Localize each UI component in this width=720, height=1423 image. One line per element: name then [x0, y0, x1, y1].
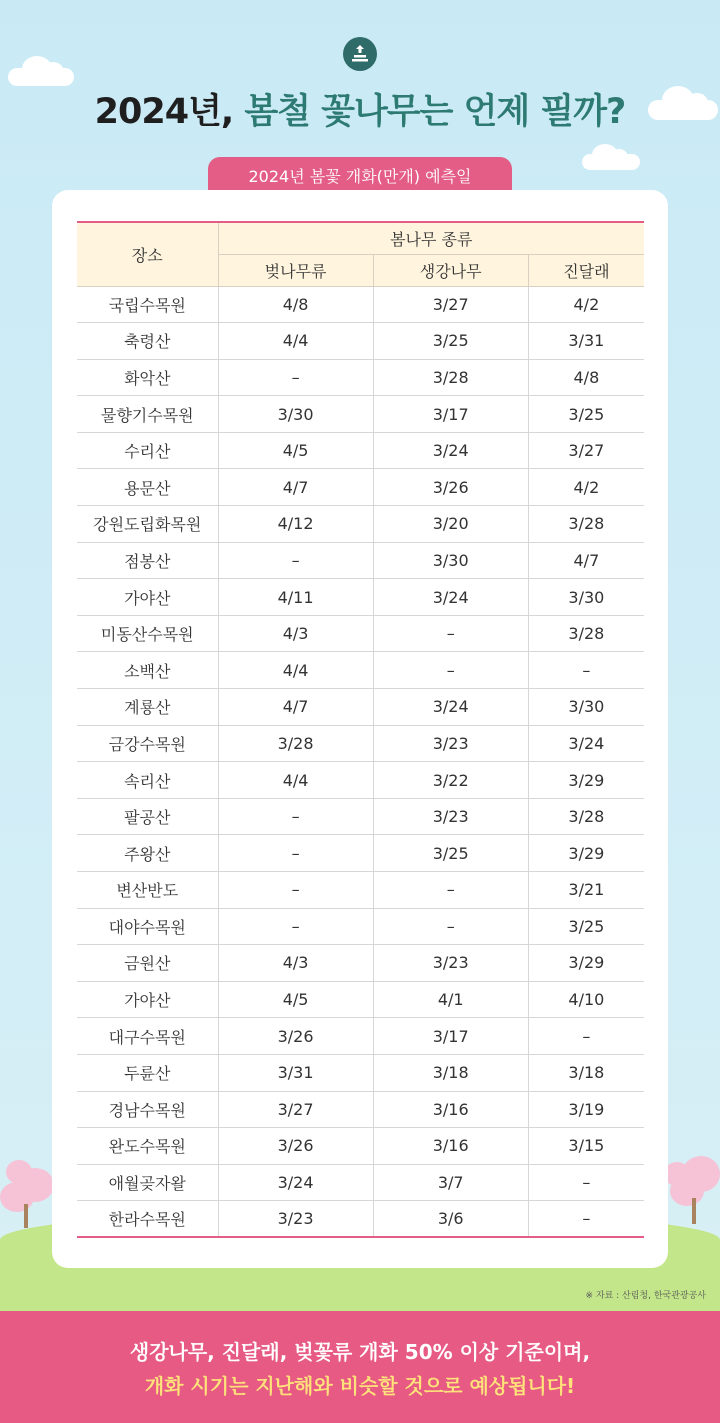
subtitle-tab: 2024년 봄꽃 개화(만개) 예측일 — [208, 157, 512, 193]
date-cell: 4/12 — [218, 506, 373, 543]
table-row — [77, 872, 644, 909]
date-cell: 3/23 — [373, 725, 528, 762]
date-cell: 3/22 — [373, 762, 528, 799]
date-cell: 3/28 — [218, 725, 373, 762]
footer-banner — [0, 1311, 720, 1423]
date-cell: 4/2 — [528, 286, 644, 323]
date-cell: 3/15 — [528, 1128, 644, 1165]
date-cell: 3/24 — [373, 579, 528, 616]
date-cell: 3/29 — [528, 945, 644, 982]
table-row — [77, 469, 644, 506]
date-cell: 3/27 — [373, 286, 528, 323]
location-cell: 완도수목원 — [77, 1128, 218, 1165]
column-header-azalea: 진달래 — [528, 254, 644, 286]
date-cell: 3/28 — [528, 615, 644, 652]
location-cell: 팔공산 — [77, 798, 218, 835]
page-title — [0, 84, 720, 134]
table-row — [77, 359, 644, 396]
date-cell: – — [528, 1164, 644, 1201]
date-cell: 3/17 — [373, 396, 528, 433]
table-row — [77, 1018, 644, 1055]
table-row — [77, 981, 644, 1018]
table-row — [77, 1128, 644, 1165]
date-cell: 3/21 — [528, 872, 644, 909]
location-cell: 축령산 — [77, 323, 218, 360]
date-cell: 3/30 — [528, 579, 644, 616]
date-cell: 3/25 — [373, 323, 528, 360]
date-cell: 4/4 — [218, 762, 373, 799]
table-row — [77, 1091, 644, 1128]
location-cell: 소백산 — [77, 652, 218, 689]
location-cell: 가야산 — [77, 981, 218, 1018]
table-body — [77, 286, 644, 1237]
location-cell: 수리산 — [77, 432, 218, 469]
date-cell: 4/7 — [218, 469, 373, 506]
footer-line-2: 개화 시기는 지난해와 비슷할 것으로 예상됩니다! — [144, 1374, 576, 1398]
date-cell: 4/7 — [528, 542, 644, 579]
table-row — [77, 798, 644, 835]
location-cell: 미동산수목원 — [77, 615, 218, 652]
date-cell: 4/4 — [218, 652, 373, 689]
title-prefix: 2024년, — [94, 92, 245, 132]
location-cell: 대야수목원 — [77, 908, 218, 945]
date-cell: 3/7 — [373, 1164, 528, 1201]
table-row — [77, 1054, 644, 1091]
date-cell: – — [218, 359, 373, 396]
date-cell: 3/27 — [218, 1091, 373, 1128]
location-cell: 경남수목원 — [77, 1091, 218, 1128]
table-row — [77, 542, 644, 579]
location-cell: 가야산 — [77, 579, 218, 616]
date-cell: 3/24 — [373, 432, 528, 469]
date-cell: 3/26 — [373, 469, 528, 506]
location-cell: 강원도립화목원 — [77, 506, 218, 543]
location-cell: 물향기수목원 — [77, 396, 218, 433]
table-row — [77, 1164, 644, 1201]
date-cell: 3/27 — [528, 432, 644, 469]
location-cell: 용문산 — [77, 469, 218, 506]
date-cell: 3/23 — [373, 798, 528, 835]
date-cell: – — [218, 542, 373, 579]
date-cell: 3/28 — [373, 359, 528, 396]
date-cell: 3/24 — [218, 1164, 373, 1201]
table-row — [77, 652, 644, 689]
date-cell: 3/29 — [528, 762, 644, 799]
date-cell: 3/28 — [528, 798, 644, 835]
location-cell: 화악산 — [77, 359, 218, 396]
date-cell: 4/4 — [218, 323, 373, 360]
location-cell: 국립수목원 — [77, 286, 218, 323]
date-cell: – — [373, 908, 528, 945]
table-row — [77, 689, 644, 726]
date-cell: 3/30 — [528, 689, 644, 726]
date-cell: 4/11 — [218, 579, 373, 616]
date-cell: 3/6 — [373, 1201, 528, 1238]
date-cell: 3/28 — [528, 506, 644, 543]
date-cell: – — [218, 908, 373, 945]
column-header-spicebush: 생강나무 — [373, 254, 528, 286]
table-row — [77, 579, 644, 616]
date-cell: 4/1 — [373, 981, 528, 1018]
location-cell: 주왕산 — [77, 835, 218, 872]
table-row — [77, 286, 644, 323]
date-cell: 3/30 — [373, 542, 528, 579]
table-row — [77, 725, 644, 762]
date-cell: 4/8 — [218, 286, 373, 323]
location-cell: 금원산 — [77, 945, 218, 982]
date-cell: 3/18 — [373, 1054, 528, 1091]
tree-type-header: 봄나무 종류 — [218, 222, 644, 254]
source-note: ※ 자료 : 산림청, 한국관광공사 — [585, 1291, 706, 1301]
date-cell: 3/16 — [373, 1091, 528, 1128]
date-cell: 3/31 — [528, 323, 644, 360]
bloom-forecast-table — [77, 221, 644, 1238]
date-cell: 4/3 — [218, 615, 373, 652]
table-row — [77, 835, 644, 872]
table-row — [77, 506, 644, 543]
date-cell: – — [528, 1201, 644, 1238]
cherry-tree-icon — [660, 1150, 720, 1230]
date-cell: 3/25 — [528, 396, 644, 433]
date-cell: 3/23 — [218, 1201, 373, 1238]
table-row — [77, 908, 644, 945]
location-cell: 점봉산 — [77, 542, 218, 579]
date-cell: – — [373, 615, 528, 652]
date-cell: – — [528, 1018, 644, 1055]
location-cell: 대구수목원 — [77, 1018, 218, 1055]
date-cell: – — [373, 652, 528, 689]
table-row — [77, 323, 644, 360]
table-row — [77, 432, 644, 469]
column-header-cherry: 벚나무류 — [218, 254, 373, 286]
date-cell: 3/24 — [528, 725, 644, 762]
date-cell: 3/31 — [218, 1054, 373, 1091]
date-cell: – — [528, 652, 644, 689]
location-cell: 두륜산 — [77, 1054, 218, 1091]
location-cell: 금강수목원 — [77, 725, 218, 762]
date-cell: 3/26 — [218, 1128, 373, 1165]
date-cell: 3/19 — [528, 1091, 644, 1128]
table-row — [77, 762, 644, 799]
date-cell: – — [218, 872, 373, 909]
date-cell: 3/30 — [218, 396, 373, 433]
date-cell: – — [373, 872, 528, 909]
date-cell: 3/16 — [373, 1128, 528, 1165]
location-cell: 애월곶자왈 — [77, 1164, 218, 1201]
date-cell: 4/8 — [528, 359, 644, 396]
table-row — [77, 396, 644, 433]
date-cell: 3/20 — [373, 506, 528, 543]
date-cell: 3/24 — [373, 689, 528, 726]
place-header: 장소 — [77, 222, 218, 286]
location-cell: 변산반도 — [77, 872, 218, 909]
korea-forest-logo-icon — [343, 37, 377, 71]
date-cell: 4/10 — [528, 981, 644, 1018]
location-cell: 한라수목원 — [108, 1210, 186, 1230]
date-cell: 3/29 — [528, 835, 644, 872]
date-cell: 4/3 — [218, 945, 373, 982]
date-cell: 3/23 — [373, 945, 528, 982]
date-cell: – — [218, 835, 373, 872]
cherry-tree-icon — [0, 1160, 60, 1230]
table-row — [77, 945, 644, 982]
date-cell: 3/25 — [528, 908, 644, 945]
table-row — [77, 1201, 644, 1238]
title-highlight: 봄철 꽃나무는 언제 필까? — [244, 92, 626, 132]
cloud-decoration — [582, 154, 640, 170]
location-cell: 속리산 — [77, 762, 218, 799]
table-row — [77, 615, 644, 652]
location-cell: 계룡산 — [77, 689, 218, 726]
date-cell: 4/5 — [218, 432, 373, 469]
date-cell: 4/7 — [218, 689, 373, 726]
date-cell: 3/26 — [218, 1018, 373, 1055]
date-cell: 3/18 — [528, 1054, 644, 1091]
date-cell: 3/17 — [373, 1018, 528, 1055]
date-cell: 4/2 — [528, 469, 644, 506]
date-cell: 3/25 — [373, 835, 528, 872]
date-cell: 4/5 — [218, 981, 373, 1018]
footer-line-1: 생강나무, 진달래, 벚꽃류 개화 50% 이상 기준이며, — [129, 1340, 591, 1364]
date-cell: – — [218, 798, 373, 835]
